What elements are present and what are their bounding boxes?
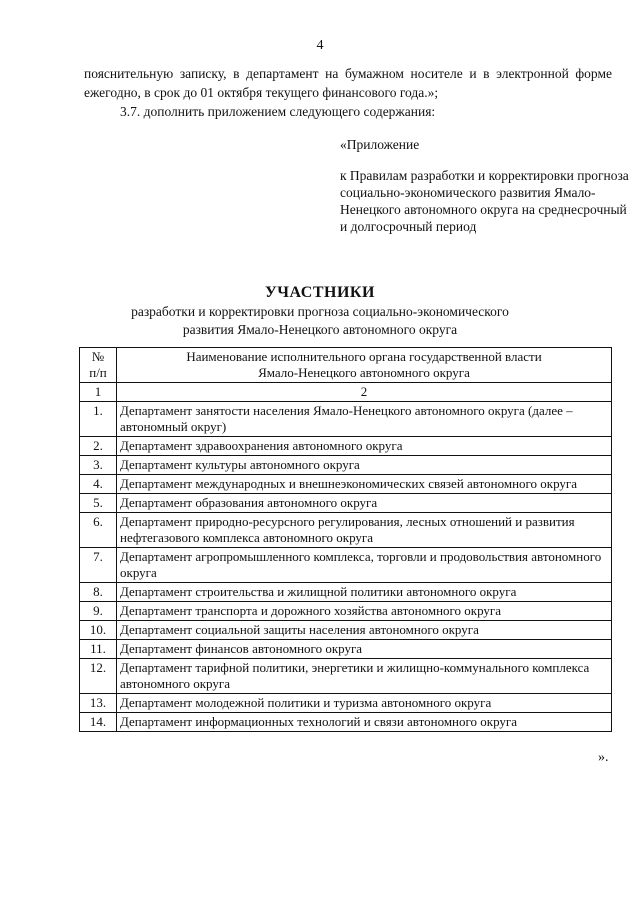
- row-department-name: Департамент международных и внешнеэкономических связей автономного округа: [117, 475, 612, 494]
- row-department-name: Департамент природно-ресурсного регулирования, лесных отношений и развития нефтегазового комплекса автономного округа: [117, 513, 612, 548]
- table-row: [80, 694, 612, 713]
- row-number: 14.: [80, 713, 117, 732]
- row-number: 3.: [80, 456, 117, 475]
- row-department-name: Департамент строительства и жилищной политики автономного округа: [117, 583, 612, 602]
- participants-table: [79, 347, 612, 732]
- heading-subtitle-line-1: разработки и корректировки прогноза социально-экономического: [131, 304, 509, 319]
- participants-heading: [0, 284, 640, 338]
- header-number: [80, 348, 117, 383]
- row-number: 11.: [80, 640, 117, 659]
- row-number: 6.: [80, 513, 117, 548]
- table-row: [80, 602, 612, 621]
- table-row: [80, 402, 612, 437]
- intro-item-3-7: 3.7. дополнить приложением следующего содержания:: [120, 104, 436, 119]
- row-department-name: Департамент занятости населения Ямало-Ненецкого автономного округа (далее – автономный округ): [117, 402, 612, 437]
- row-department-name: Департамент финансов автономного округа: [117, 640, 612, 659]
- row-department-name: Департамент образования автономного округа: [117, 494, 612, 513]
- appendix-title: «Приложение: [340, 137, 420, 152]
- table-row: [80, 621, 612, 640]
- table-row: [80, 713, 612, 732]
- table-row: [80, 548, 612, 583]
- row-number: 4.: [80, 475, 117, 494]
- header-number-line-2: п/п: [89, 365, 107, 380]
- column-index-1: 1: [80, 383, 117, 402]
- heading-subtitle-line-2: развития Ямало-Ненецкого автономного округа: [182, 322, 458, 337]
- row-number: 2.: [80, 437, 117, 456]
- row-department-name: Департамент молодежной политики и туризма автономного округа: [117, 694, 612, 713]
- row-number: 7.: [80, 548, 117, 583]
- row-number: 5.: [80, 494, 117, 513]
- table-row: [80, 513, 612, 548]
- table-row: [80, 640, 612, 659]
- header-number-line-1: №: [91, 349, 105, 364]
- table-row: [80, 456, 612, 475]
- row-number: 8.: [80, 583, 117, 602]
- row-number: 10.: [80, 621, 117, 640]
- row-department-name: Департамент транспорта и дорожного хозяйства автономного округа: [117, 602, 612, 621]
- row-number: 1.: [80, 402, 117, 437]
- table-row: [80, 583, 612, 602]
- row-number: 12.: [80, 659, 117, 694]
- intro-text: [84, 64, 612, 121]
- participants-table-body: [80, 402, 612, 732]
- appendix-description: к Правилам разработки и корректировки прогноза социально-экономического развития Ямало-Ненецкого автономного округа на среднесрочный и долгосрочный период: [340, 168, 629, 234]
- table-row: [80, 437, 612, 456]
- row-department-name: Департамент социальной защиты населения автономного округа: [117, 621, 612, 640]
- header-name: [117, 348, 612, 383]
- table-row: [80, 659, 612, 694]
- row-number: 13.: [80, 694, 117, 713]
- appendix-block: [340, 136, 630, 235]
- row-department-name: Департамент тарифной политики, энергетики и жилищно-коммунального комплекса автономного округа: [117, 659, 612, 694]
- header-name-line-1: Наименование исполнительного органа государственной власти: [186, 349, 542, 364]
- closing-quote-mark: ».: [598, 750, 609, 765]
- column-index-row: [80, 383, 612, 402]
- row-department-name: Департамент здравоохранения автономного округа: [117, 437, 612, 456]
- heading-title: УЧАСТНИКИ: [265, 284, 375, 301]
- page-number: 4: [316, 38, 324, 53]
- table-row: [80, 475, 612, 494]
- table-row: [80, 494, 612, 513]
- intro-continuation: пояснительную записку, в департамент на бумажном носителе и в электронной форме ежегодно, в срок до 01 октября текущего финансового года.»;: [84, 66, 612, 100]
- row-number: 9.: [80, 602, 117, 621]
- header-name-line-2: Ямало-Ненецкого автономного округа: [258, 365, 470, 380]
- table-header-row: [80, 348, 612, 383]
- row-department-name: Департамент культуры автономного округа: [117, 456, 612, 475]
- row-department-name: Департамент агропромышленного комплекса, торговли и продовольствия автономного округа: [117, 548, 612, 583]
- column-index-2: 2: [117, 383, 612, 402]
- row-department-name: Департамент информационных технологий и связи автономного округа: [117, 713, 612, 732]
